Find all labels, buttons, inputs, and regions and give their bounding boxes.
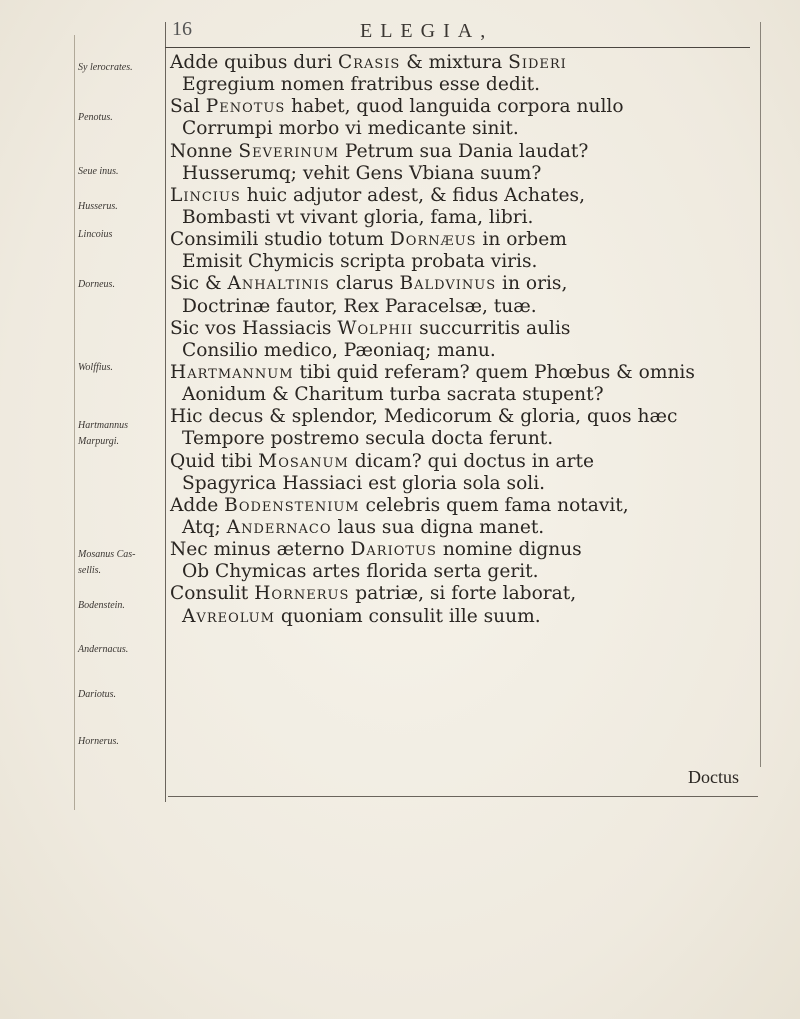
margin-note: Bodenstein. — [78, 600, 125, 611]
margin-note: Mosanus Cas- — [78, 549, 136, 560]
verse-text: in oris, — [496, 273, 568, 295]
catchword: Doctus — [688, 767, 739, 787]
verse-line — [170, 340, 760, 362]
proper-name: Penotus — [205, 96, 286, 118]
verse-line — [170, 118, 760, 140]
verse-line — [170, 451, 760, 473]
verse-line — [170, 517, 760, 539]
verse-line — [170, 428, 760, 450]
verse-line — [170, 473, 760, 495]
margin-note: Hartmannus — [78, 420, 129, 431]
verse-text: Husserumq; vehit Gens Vbiana suum? — [182, 162, 542, 184]
verse-line — [170, 495, 760, 517]
proper-name: Crasis — [337, 52, 401, 73]
verse-line — [170, 74, 760, 96]
verse-line — [170, 406, 760, 428]
proper-name: Anhaltinis — [227, 273, 330, 295]
proper-name: Wolphii — [337, 317, 414, 339]
verse-line — [170, 539, 760, 561]
proper-name: Hartmannum — [170, 361, 294, 383]
margin-note: Dorneus. — [78, 279, 115, 290]
verse-line — [170, 583, 760, 605]
margin-note: sellis. — [78, 565, 102, 576]
verse-text: & mixtura — [400, 52, 509, 73]
proper-name: Bodenstenium — [224, 494, 360, 516]
verse-line — [170, 296, 760, 318]
proper-name: Avreolum — [182, 605, 275, 627]
verse-text: Consulit — [170, 583, 255, 605]
proper-name: Lincius — [170, 184, 241, 206]
margin-note: Wolffius. — [78, 362, 113, 373]
margin-note: Dariotus. — [78, 689, 117, 700]
verse-text: nomine dignus — [436, 539, 582, 561]
verse-text: Corrumpi morbo vi medicante sinit. — [182, 118, 519, 140]
verse-text: Sal — [170, 96, 206, 118]
verse-line — [170, 52, 760, 74]
verse-text: Ob Chymicas artes florida serta gerit. — [182, 561, 539, 583]
proper-name: Severinum — [238, 140, 340, 162]
verse-line — [170, 606, 760, 628]
verse-text: quoniam consulit ille suum. — [274, 605, 541, 627]
verse-text: laus sua digna manet. — [331, 516, 545, 538]
verse-text: succurritis aulis — [413, 317, 571, 339]
verse-text: Doctrinæ fautor, Rex Paracelsæ, tuæ. — [182, 295, 537, 317]
verse-text: huic adjutor adest, & fidus Achates, — [240, 184, 585, 206]
verse-text: Sic & — [170, 273, 228, 295]
margin-note: Seue inus. — [78, 166, 119, 177]
verse-line — [170, 96, 760, 118]
verse-text: Emisit Chymicis scripta probata viris. — [182, 251, 538, 273]
verse-text: Adde quibus duri — [170, 52, 338, 73]
verse-text: Egregium nomen fratribus esse dedit. — [182, 74, 541, 96]
verse-text: in orbem — [476, 229, 567, 251]
verse-text: Nonne — [170, 140, 239, 162]
verse-text: celebris quem fama notavit, — [359, 494, 629, 516]
proper-name: Andernaco — [226, 516, 332, 538]
verse-text: Bombasti vt vivant gloria, fama, libri. — [182, 206, 534, 228]
verse-text: Adde — [170, 494, 225, 516]
verse-line — [170, 362, 760, 384]
verse-text: patriæ, si forte laborat, — [349, 583, 577, 605]
verse-line — [170, 318, 760, 340]
verse-text: clarus — [329, 273, 400, 295]
margin-note: Marpurgi. — [78, 436, 120, 447]
verse-line — [170, 384, 760, 406]
margin-note: Penotus. — [78, 112, 113, 123]
verse-line — [170, 273, 760, 295]
verse-line — [170, 251, 760, 273]
verse-line — [170, 163, 760, 185]
proper-name: Baldvinus — [399, 273, 497, 295]
outer-margin-rule — [74, 35, 75, 810]
verse-text: Quid tibi — [170, 450, 259, 472]
verse-text: Sic vos Hassiacis — [170, 317, 338, 339]
right-frame-rule — [760, 22, 761, 767]
verse-text: Petrum sua Dania laudat? — [339, 140, 589, 162]
left-frame-rule — [165, 22, 166, 802]
proper-name: Dariotus — [350, 539, 437, 561]
verse-text: Tempore postremo secula docta ferunt. — [182, 428, 554, 450]
proper-name: Mosanum — [258, 450, 349, 472]
verse-text: Nec minus æterno — [170, 539, 351, 561]
verse-line — [170, 141, 760, 163]
verse-text: habet, quod languida corpora nullo — [285, 96, 624, 118]
verse-line — [170, 185, 760, 207]
margin-note: Hornerus. — [78, 736, 119, 747]
verse-line — [170, 207, 760, 229]
margin-note: Lincoius — [78, 229, 113, 240]
page-number: 16 — [172, 18, 192, 40]
running-title: ELEGIA, — [360, 20, 494, 42]
proper-name: Sideri — [508, 52, 567, 73]
verse-text: Atq; — [182, 516, 227, 538]
margin-note: Husserus. — [78, 201, 118, 212]
header-rule — [165, 47, 750, 48]
verse-text: Consimili studio totum — [170, 229, 390, 251]
proper-name: Hornerus — [254, 583, 350, 605]
verse-text: Aonidum & Charitum turba sacrata stupent? — [182, 384, 604, 406]
verse-line — [170, 561, 760, 583]
verse-text: Consilio medico, Pæoniaq; manu. — [182, 339, 496, 361]
verse-text: Hic decus & splendor, Medicorum & gloria, quos hæc — [170, 406, 678, 428]
poem-text — [170, 52, 760, 628]
verse-text: Spagyrica Hassiaci est gloria sola soli. — [182, 472, 546, 494]
margin-note: Andernacus. — [78, 644, 129, 655]
footer-rule — [168, 796, 758, 797]
margin-note: Sy lerocrates. — [78, 62, 133, 73]
proper-name: Dornæus — [389, 229, 477, 251]
running-header — [160, 18, 750, 44]
verse-line — [170, 229, 760, 251]
verse-text: dicam? qui doctus in arte — [348, 450, 595, 472]
verse-text: tibi quid referam? quem Phœbus & omnis — [293, 361, 695, 383]
